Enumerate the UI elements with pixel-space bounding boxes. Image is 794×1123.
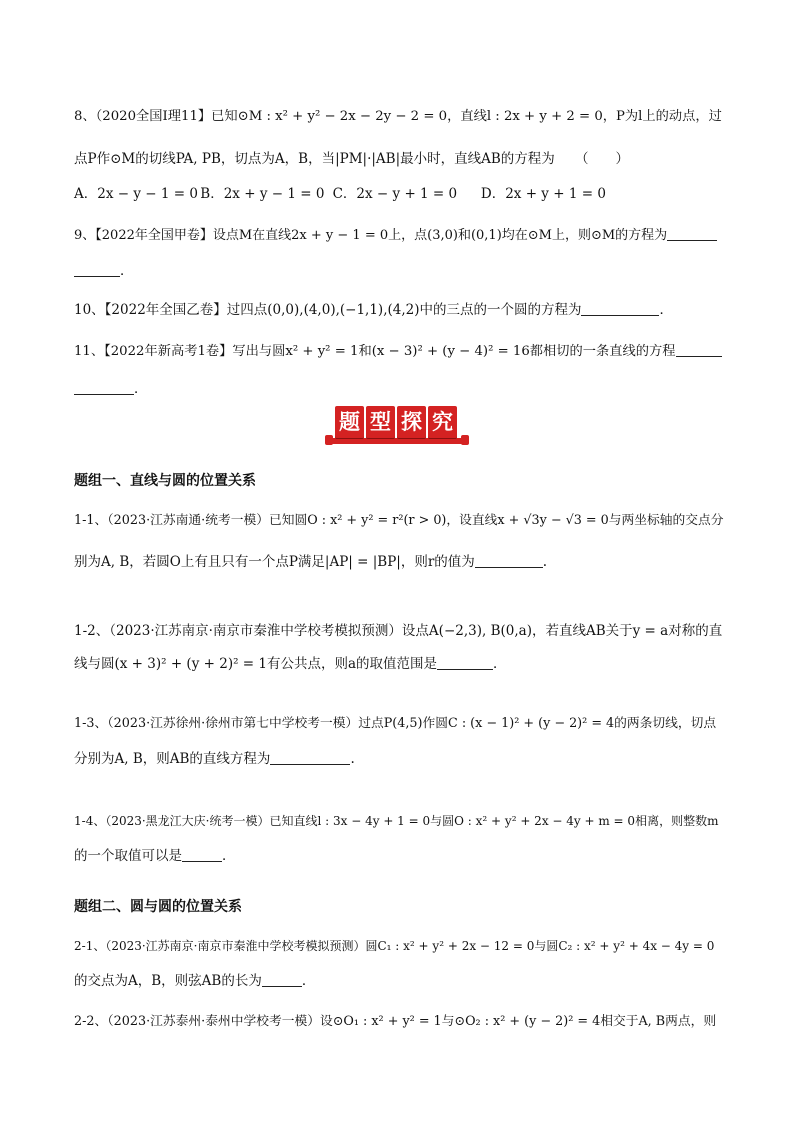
q8-option-d: D．2x + y + 1 = 0 xyxy=(480,186,606,202)
p2-1-answer-blank[interactable] xyxy=(262,972,302,987)
p1-3-end: . xyxy=(350,751,355,767)
q8-option-b: B．2x + y − 1 = 0 xyxy=(200,186,325,202)
p2-2-line1: 2-2、（2023·江苏泰州·泰州中学校考一模）设⊙O₁ : x² + y² = 1与⊙O₂ : x² + (y − 2)² = 4相交于A, B两点，则 xyxy=(74,1014,717,1029)
q10-line1 xyxy=(74,301,673,319)
p1-4-line1: 1-4、（2023·黑龙江大庆·统考一模）已知直线l : 3x − 4y + 1 = 0与圆O : x² + y² + 2x − 4y + m = 0相离，则整数m xyxy=(74,814,719,828)
q11-answer-blank-cont[interactable] xyxy=(74,380,134,395)
q9-line1 xyxy=(74,226,717,245)
q8-options xyxy=(74,185,606,203)
p1-1-text: 别为A, B，若圆O上有且只有一个点P满足|AP| = |BP|，则r的值为 xyxy=(74,554,475,570)
p2-1-line2 xyxy=(74,972,315,990)
p2-1-text: 的交点为A，B，则弦AB的长为 xyxy=(74,973,262,989)
q11-line1 xyxy=(74,342,722,361)
p1-2-text: 线与圆(x + 3)² + (y + 2)² = 1有公共点，则a的取值范围是 xyxy=(74,656,438,672)
p1-1-line1: 1-1、（2023·江苏南通·统考一模）已知圆O : x² + y² = r²(r > 0)，设直线x + √3y − √3 = 0与两坐标轴的交点分 xyxy=(74,513,724,528)
q9-answer-blank[interactable] xyxy=(667,226,717,241)
q9-end: ． xyxy=(120,263,134,279)
p1-4-end: ． xyxy=(222,848,236,864)
section-banner xyxy=(335,406,459,440)
q8-line2: 点P作⊙M的切线PA, PB，切点为A，B，当|PM|·|AB|最小时，直线AB的方程为 （ ） xyxy=(74,151,630,167)
banner-char-1: 题 xyxy=(335,406,364,438)
q8-line1: 8、（2020全国Ⅰ理11】已知⊙M : x² + y² − 2x − 2y − 2 = 0，直线l : 2x + y + 2 = 0，P为l上的动点，过 xyxy=(74,109,722,124)
q8-option-a: A．2x − y − 1 = 0 xyxy=(74,186,198,202)
q10-end: ． xyxy=(659,302,673,318)
q11-answer-blank[interactable] xyxy=(676,342,722,357)
p1-4-text: 的一个取值可以是 xyxy=(74,848,182,864)
p1-2-answer-blank[interactable] xyxy=(437,655,493,670)
banner-char-3: 探 xyxy=(397,406,426,438)
p2-1-line1: 2-1、（2023·江苏南京·南京市秦淮中学校考模拟预测）圆C₁ : x² + y² + 2x − 12 = 0与圆C₂ : x² + y² + 4x − 4y = 0 xyxy=(74,939,715,953)
p1-2-line1: 1-2、（2023·江苏南京·南京市秦淮中学校考模拟预测）设点A(−2,3), B(0,a)，若直线AB关于y = a对称的直 xyxy=(74,623,723,639)
p1-3-text: 分别为A, B，则AB的直线方程为 xyxy=(74,751,271,767)
p1-4-answer-blank[interactable] xyxy=(182,847,222,862)
q9-line2 xyxy=(74,262,134,280)
q11-text: 11、【2022年新高考1卷】写出与圆x² + y² = 1和(x − 3)² + (y − 4)² = 16都相切的一条直线的方程 xyxy=(74,344,676,359)
banner-char-4: 究 xyxy=(428,406,457,438)
p1-2-line2 xyxy=(74,655,507,673)
q8-option-c: C．2x − y + 1 = 0 xyxy=(332,186,458,202)
group2-title: 题组二、圆与圆的位置关系 xyxy=(74,899,242,915)
banner-base xyxy=(329,438,465,444)
q9-answer-blank-cont[interactable] xyxy=(74,262,120,277)
p1-1-answer-blank[interactable] xyxy=(475,553,543,568)
q11-line2 xyxy=(74,380,148,398)
banner-char-2: 型 xyxy=(366,406,395,438)
p1-3-line2 xyxy=(74,750,355,768)
p1-2-end: ． xyxy=(493,656,507,672)
q9-text: 9、【2022年全国甲卷】设点M在直线2x + y − 1 = 0上，点(3,0)和(0,1)均在⊙M上，则⊙M的方程为 xyxy=(74,228,668,243)
p1-4-line2 xyxy=(74,847,236,865)
p2-1-end: ． xyxy=(301,973,316,989)
q10-answer-blank[interactable] xyxy=(581,301,659,316)
group1-title: 题组一、直线与圆的位置关系 xyxy=(74,473,256,489)
p1-3-answer-blank[interactable] xyxy=(270,750,350,765)
p1-1-end: . xyxy=(542,554,548,570)
p1-1-line2 xyxy=(74,553,547,571)
q10-text: 10、【2022年全国乙卷】过四点(0,0),(4,0),(−1,1),(4,2)中的三点的一个圆的方程为 xyxy=(74,302,582,318)
p1-3-line1: 1-3、（2023·江苏徐州·徐州市第七中学校考一模）过点P(4,5)作圆C : (x − 1)² + (y − 2)² = 4的两条切线，切点 xyxy=(74,716,717,731)
q11-end: ． xyxy=(134,381,148,397)
